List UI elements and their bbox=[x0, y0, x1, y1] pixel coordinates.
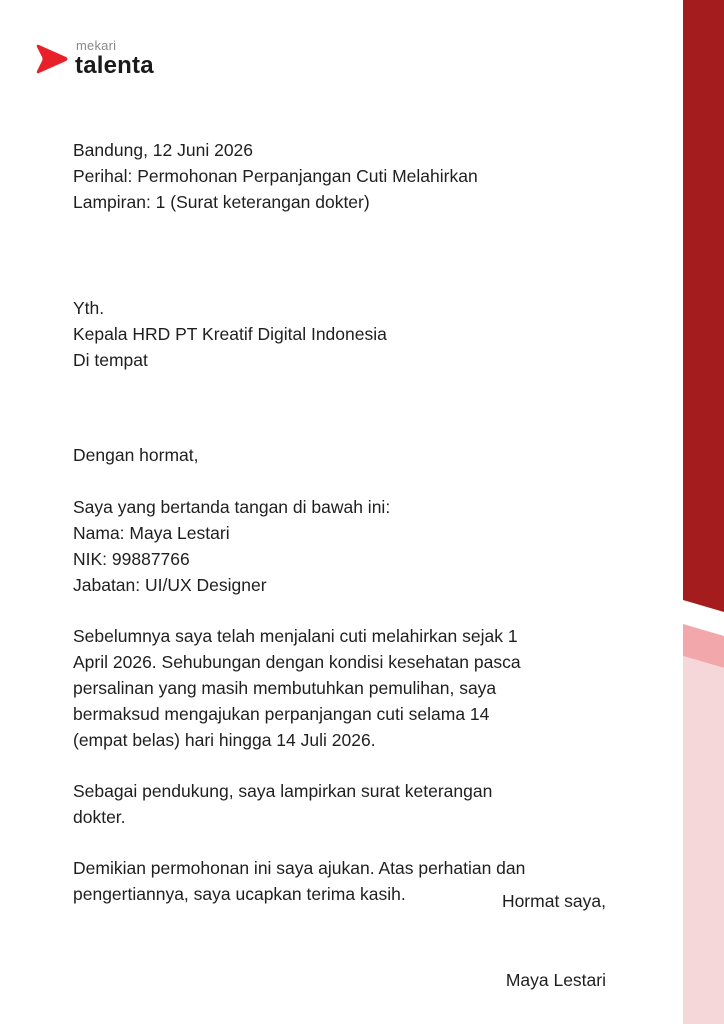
logo-big-text: talenta bbox=[75, 52, 154, 79]
employee-nik: NIK: 99887766 bbox=[73, 549, 190, 569]
side-decoration bbox=[683, 0, 724, 1024]
paragraph-line: Demikian permohonan ini saya ajukan. Atas perhatian dan bbox=[73, 858, 526, 878]
paragraph-line: (empat belas) hari hingga 14 Juli 2026. bbox=[73, 730, 376, 750]
recipient-name: Kepala HRD PT Kreatif Digital Indonesia bbox=[73, 324, 387, 344]
signer-name: Maya Lestari bbox=[505, 970, 606, 990]
letter-body bbox=[73, 137, 608, 907]
deco-dark-band bbox=[683, 0, 724, 612]
deco-light-band bbox=[683, 656, 724, 1024]
paragraph-line: bermaksud mengajukan perpanjangan cuti selama 14 bbox=[73, 704, 490, 724]
logo-chevron-icon bbox=[36, 43, 70, 75]
paragraph-line: persalinan yang masih membutuhkan pemulihan, saya bbox=[73, 678, 497, 698]
employee-position: Jabatan: UI/UX Designer bbox=[73, 575, 267, 595]
intro-text: Saya yang bertanda tangan di bawah ini: bbox=[73, 497, 391, 517]
paragraph-line: April 2026. Sehubungan dengan kondisi kesehatan pasca bbox=[73, 652, 521, 672]
paragraph-line: Sebagai pendukung, saya lampirkan surat keterangan bbox=[73, 781, 493, 801]
logo-small-text: mekari bbox=[76, 38, 117, 53]
employee-name: Nama: Maya Lestari bbox=[73, 523, 230, 543]
greeting: Dengan hormat, bbox=[73, 445, 199, 465]
paragraph-line: pengertiannya, saya ucapkan terima kasih. bbox=[73, 884, 406, 904]
letter-attachment: Lampiran: 1 (Surat keterangan dokter) bbox=[73, 192, 370, 212]
recipient-salutation: Yth. bbox=[73, 298, 105, 318]
place-date: Bandung, 12 Juni 2026 bbox=[73, 140, 254, 160]
paragraph-line: Sebelumnya saya telah menjalani cuti melahirkan sejak 1 bbox=[73, 626, 518, 646]
letter-subject: Perihal: Permohonan Perpanjangan Cuti Melahirkan bbox=[73, 166, 478, 186]
company-logo bbox=[36, 38, 196, 82]
paragraph-attachment-note bbox=[73, 778, 608, 830]
paragraph-leave-request bbox=[73, 623, 608, 753]
closing-regards: Hormat saya, bbox=[501, 891, 606, 911]
paragraph-line: dokter. bbox=[73, 807, 126, 827]
recipient-location: Di tempat bbox=[73, 350, 148, 370]
